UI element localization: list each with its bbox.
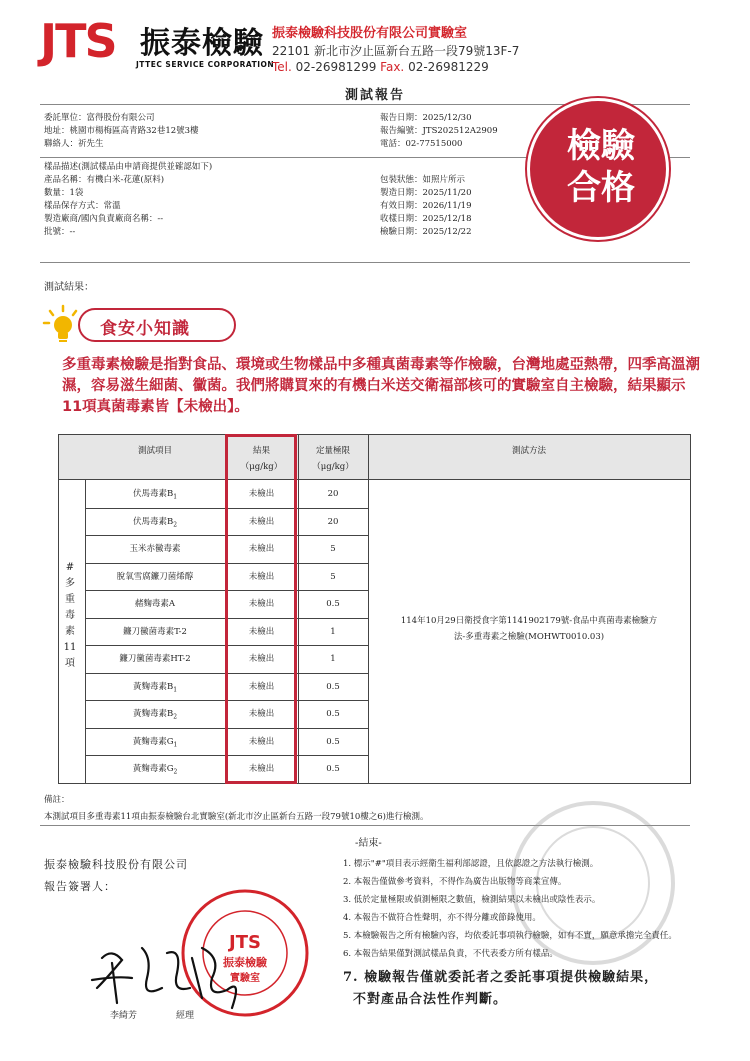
table-row-item: 脫氧雪腐鐮刀菌烯醇 <box>116 571 194 582</box>
table-row-result: 未檢出 <box>248 736 275 747</box>
tel-label: Tel. <box>272 60 292 74</box>
note-7-line-1: 7. 檢驗報告僅就委託者之委託事項提供檢驗結果， <box>343 970 659 985</box>
signer-title: 經理 <box>176 1011 195 1021</box>
company-name-cn: 振泰檢驗 <box>140 26 264 61</box>
header-method: 測試方法 <box>511 446 546 456</box>
table-row-item: 伏馬毒素$B_1$ <box>132 489 178 501</box>
food-safety-text: 多重毒素檢驗是指對食品、環境或生物樣品中多種真菌毒素等作檢驗，台灣地處亞熱帶，四季高溫潮濕，容易滋生細菌、黴菌。我們將購買來的有機白米送交衛福部核可的實驗室自主檢驗，結果顯示11項真菌毒素皆【未檢出】。 <box>62 357 700 415</box>
food-safety-title: 食安小知識 <box>100 319 190 339</box>
method-text-1: 114年10月29日衛授食字第1141902179號-食品中真菌毒素檢驗方 <box>400 616 658 626</box>
fax-label: Fax. <box>380 60 405 74</box>
note-label: 備註： <box>44 795 70 805</box>
table-row-result: 未檢出 <box>248 626 275 637</box>
signer-label: 報告簽署人： <box>44 880 116 893</box>
food-safety-badge <box>78 308 236 342</box>
table-row-limit: 5 <box>330 571 336 582</box>
table-row-result: 未檢出 <box>248 571 275 582</box>
sample-qty: 數量：1袋 <box>44 188 84 198</box>
table-row-result: 未檢出 <box>248 654 275 664</box>
table-row-result: 未檢出 <box>248 764 275 774</box>
company-name-en: JTTEC SERVICE CORPORATION <box>136 60 275 69</box>
sample-info-right <box>380 174 472 239</box>
report-date: 報告日期：2025/12/30 <box>380 113 472 123</box>
lab-name: 振泰檢驗科技股份有限公司實驗室 <box>272 26 468 41</box>
sample-info-left <box>44 161 212 239</box>
mfg-date: 製造日期：2025/11/20 <box>380 188 472 198</box>
group-label-char: 11 <box>63 642 77 653</box>
header-item: 測試項目 <box>137 446 172 456</box>
end-mark: -結束- <box>355 838 382 849</box>
table-row-result: 未檢出 <box>248 544 275 554</box>
client-phone: 電話：02-77515000 <box>380 139 463 149</box>
lab-address: 22101 新北市汐止區新台五路一段79號13F-7 <box>272 44 520 58</box>
exp-date: 有效日期：2026/11/19 <box>380 201 472 211</box>
seal-sub-text: 實驗室 <box>230 973 260 984</box>
table-row-item: 黃麴毒素$B_2$ <box>132 709 178 721</box>
table-row-limit: 0.5 <box>326 764 340 774</box>
sample-maker: 製造廠商/國內負責廠商名稱：-- <box>44 214 164 224</box>
footer-notes <box>343 855 703 1011</box>
table-row-limit: 1 <box>330 654 336 664</box>
client-address: 地址：桃園市楊梅區高青路32巷12號3樓 <box>44 126 199 136</box>
header-result: 結果 <box>252 446 270 456</box>
result-highlight <box>225 434 297 784</box>
stamp-line-1: 檢驗 <box>567 126 635 166</box>
recv-date: 收樣日期：2025/12/18 <box>380 214 472 224</box>
group-label-char: 重 <box>65 594 75 605</box>
table-row-limit: 0.5 <box>326 599 340 609</box>
sample-desc: 樣品描述(測試樣品由申請商提供並確認如下) <box>44 162 213 172</box>
table-row-item: 鐮刀黴菌毒素T-2 <box>123 626 187 637</box>
result-table <box>58 434 691 784</box>
table-row-limit: 5 <box>330 544 336 554</box>
table-row-result: 未檢出 <box>248 681 275 692</box>
table-row-limit: 20 <box>327 489 339 499</box>
header-limit-unit: （μg/kg） <box>312 462 354 472</box>
sample-batch: 批號：-- <box>44 227 76 237</box>
pass-stamp <box>527 98 669 240</box>
group-label-char: # <box>65 562 75 573</box>
table-row-result: 未檢出 <box>248 489 275 499</box>
table-row-limit: 0.5 <box>326 681 340 692</box>
test-date: 檢驗日期：2025/12/22 <box>380 227 472 237</box>
fax-number: 02-26981229 <box>408 60 489 74</box>
table-grid-line <box>368 435 369 783</box>
sample-storage: 樣品保存方式：常溫 <box>44 201 121 211</box>
table-row-limit: 0.5 <box>326 709 340 719</box>
client-info-left <box>44 112 199 151</box>
table-row-item: 伏馬毒素$B_2$ <box>132 516 178 529</box>
table-row-item: 鐮刀黴菌毒素HT-2 <box>119 654 191 664</box>
table-row-item: 黃麴毒素$B_1$ <box>132 681 178 694</box>
table-row-limit: 20 <box>327 516 339 527</box>
table-row-item: 玉米赤黴毒素 <box>129 544 181 554</box>
report-header <box>40 14 720 84</box>
client-unit: 委託單位：富得股份有限公司 <box>44 113 155 123</box>
jts-logo: JTS <box>40 14 116 68</box>
sample-package: 包裝狀態：如照片所示 <box>380 175 466 185</box>
footer-note: 6. 本報告結果僅對測試樣品負責，不代表委方所有樣品。 <box>343 949 558 959</box>
seal-text: 振泰檢驗 <box>223 956 267 969</box>
table-row-item: 赭麴毒素A <box>134 599 176 609</box>
table-row-result: 未檢出 <box>248 599 275 609</box>
header-result-unit: （μg/kg） <box>240 462 283 472</box>
footer-note: 4. 本報告不做符合性聲明，亦不得分離或節錄使用。 <box>343 913 541 923</box>
method-text-2: 法-多重毒素之檢驗(MOHWT0010.03) <box>453 632 605 642</box>
header-limit: 定量極限 <box>315 446 350 456</box>
footer-note: 3. 低於定量極限或偵測極限之數值，檢測結果以未檢出或陰性表示。 <box>343 895 601 905</box>
note-text: 本測試項目多重毒素11項由振泰檢驗台北實驗室(新北市汐止區新台五路一段79號10樓之6)進行檢測。 <box>44 812 429 822</box>
table-row-result: 未檢出 <box>248 709 275 719</box>
report-title: 測試報告 <box>344 88 405 103</box>
group-label-char: 素 <box>65 626 75 637</box>
footer-note: 5. 本檢驗報告之所有檢驗內容，均依委託事項執行檢驗，如有不實，願意承擔完全責任。 <box>343 931 677 941</box>
table-row-limit: 0.5 <box>326 736 340 747</box>
signer-name: 李綺芳 <box>110 1011 138 1021</box>
lab-contact <box>272 60 489 74</box>
group-label-char: 項 <box>65 658 75 669</box>
client-contact: 聯絡人：祈先生 <box>44 139 104 149</box>
tel-number: 02-26981299 <box>295 60 377 74</box>
table-row-item: 黃麴毒素$G_2$ <box>132 764 178 776</box>
stamp-line-2: 合格 <box>567 168 635 208</box>
group-label-char: 毒 <box>65 610 75 621</box>
table-row-limit: 1 <box>330 626 336 637</box>
group-label <box>60 560 80 672</box>
footer-company: 振泰檢驗科技股份有限公司 <box>44 858 188 871</box>
report-number: 報告編號：JTS202512A2909 <box>380 126 498 136</box>
footer-note: 1. 標示"#"項目表示經衛生福利部認證，且依認證之方法執行檢測。 <box>343 859 599 869</box>
table-row-result: 未檢出 <box>248 516 275 527</box>
divider <box>40 262 690 263</box>
result-label: 測試結果： <box>44 282 94 293</box>
svg-text:JTS: JTS <box>229 932 261 953</box>
table-row-item: 黃麴毒素$G_1$ <box>132 736 178 749</box>
group-label-char: 多 <box>65 578 75 589</box>
sample-name: 產品名稱：有機白米-花蓮(原料) <box>44 175 165 185</box>
note-7-line-2: 不對產品合法性作判斷。 <box>353 992 508 1007</box>
table-header <box>59 435 690 480</box>
client-info-right <box>380 112 498 151</box>
footer-note: 2. 本報告僅做參考資料，不得作為廣告出版物等商業宣傳。 <box>343 877 567 887</box>
